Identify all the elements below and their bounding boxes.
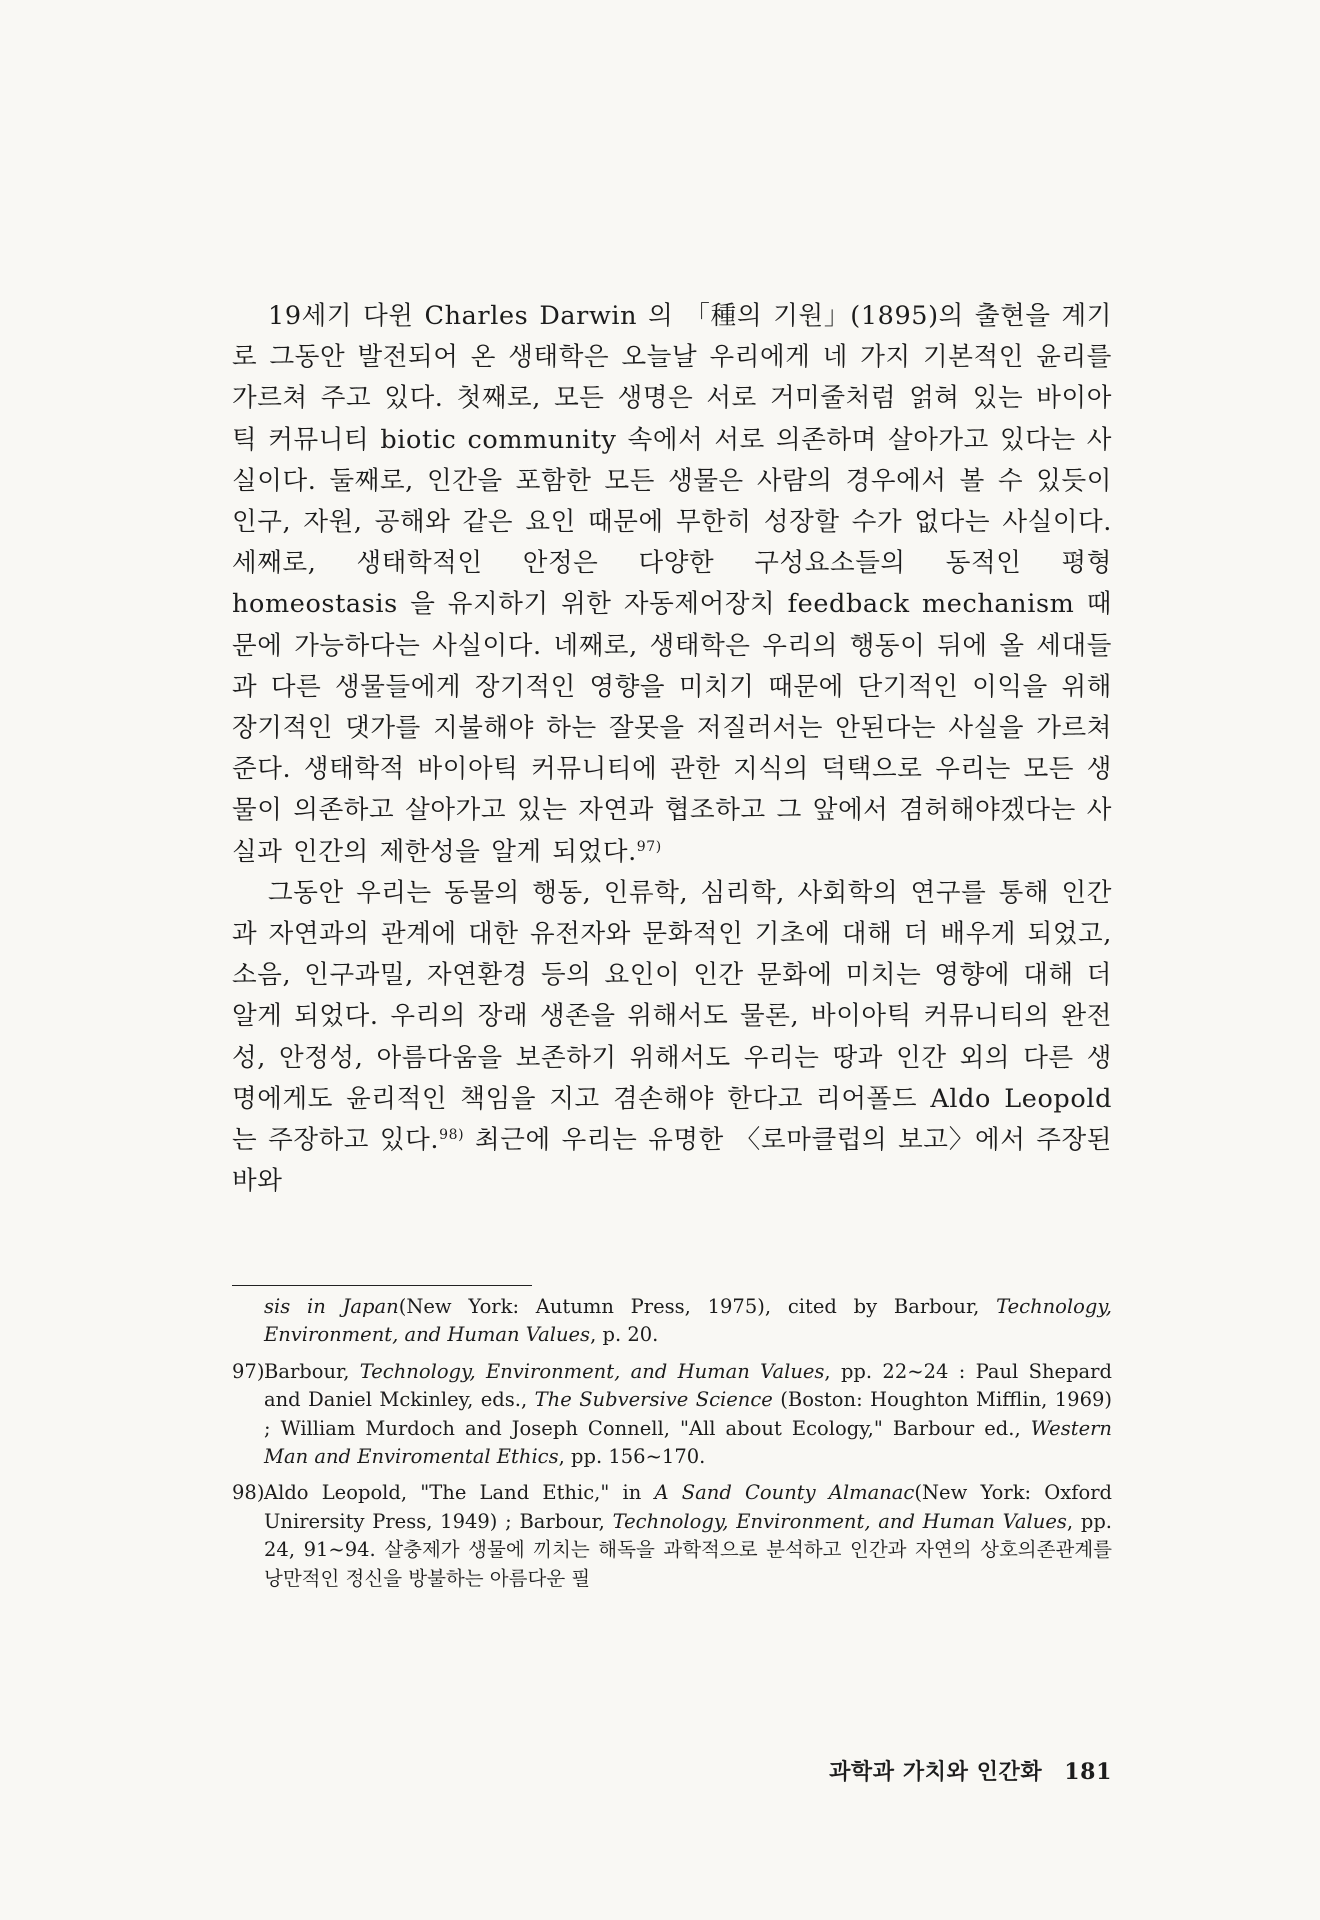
footnote-98-text-b: (New York: Oxford Unirersity Press, 1949) ; Barbour, [264,1481,1113,1533]
footnote-continuation [232,1293,1112,1350]
footnote-97-text-d: , pp. 156~170. [558,1445,706,1469]
footnote-97-book-c: Western Man and Enviromental Ethics [264,1416,1112,1469]
running-footer [232,1755,1112,1786]
footnote-98-number: 98) [232,1481,265,1505]
main-text [232,296,1112,1202]
running-title: 과학과 가치와 인간화 [829,1759,1043,1785]
footnote-98-book-a: A Sand County Almanac [654,1481,915,1505]
footnote-97 [232,1358,1112,1472]
footnote-97-text-a: Barbour, [264,1359,360,1383]
page-number: 181 [1064,1759,1112,1785]
footnote-98-text-a: Aldo Leopold, "The Land Ethic," in [264,1481,655,1505]
footnote-97-book-b: The Subversive Science [534,1388,773,1412]
footnote-97-text-c: (Boston: Houghton Mifflin, 1969) ; William Murdoch and Joseph Connell, "All about Ecology," Barbour ed., [264,1388,1113,1440]
footnote-cont-text: (New York: Autumn Press, 1975), cited by Barbour, [398,1295,997,1318]
footnote-97-number: 97) [232,1359,265,1383]
footnote-97-text-b: , pp. 22~24 : Paul Shepard and Daniel Mckinley, eds., [264,1359,1112,1412]
footnote-98 [232,1479,1112,1593]
paragraph-2 [232,873,1112,1203]
footnote-98-book-b: Technology, Environment, and Human Values [612,1509,1067,1533]
paragraph-1 [232,296,1112,873]
footnotes [232,1293,1112,1601]
footnote-cont-book: Technology, Environment, and Human Values [264,1295,1113,1347]
footnote-cont-page: , p. 20. [590,1323,659,1347]
footnote-ref-98: 98) [439,1127,465,1144]
footnote-ref-97: 97) [636,838,662,855]
paragraph-1-text: 19세기 다윈 Charles Darwin 의 「種의 기원」(1895)의 출현을 계기로 그동안 발전되어 온 생태학은 오늘날 우리에게 네 가지 기본적인 윤리를 가르쳐 주고 있다. 첫째로, 모든 생명은 서로 거미줄처럼 얽혀 있는 바이아틱 커뮤니티 biotic community 속에서 서로 의존하며 살아가고 있다는 사실이다. 둘째로, 인간을 포함한 모든 생물은 사람의 경우에서 볼 수 있듯이 인구, 자원, 공해와 같은 요인 때문에 무한히 성장할 수가 없다는 사실이다. 세째로, 생태학적인 안정은 다양한 구성요소들의 동적인 평형 homeostasis 을 유지하기 위한 자동제어장치 feedback mechanism 때문에 가능하다는 사실이다. 네째로, 생태학은 우리의 행동이 뒤에 올 세대들과 다른 생물들에게 장기적인 영향을 미치기 때문에 단기적인 이익을 위해 장기적인 댓가를 지불해야 하는 잘못을 저질러서는 안된다는 사실을 가르쳐 준다. 생태학적 바이아틱 커뮤니티에 관한 지식의 덕택으로 우리는 모든 생물이 의존하고 살아가고 있는 자연과 협조하고 그 앞에서 겸허해야겠다는 사실과 인간의 제한성을 알게 되었다. [232,301,1112,867]
footnote-98-text-c: , pp. 24, 91~94. 살충제가 생물에 끼치는 해독을 과학적으로 분석하고 인간과 자연의 상호의존관계를 낭만적인 정신을 방불하는 아름다운 필 [264,1509,1113,1590]
paragraph-2-tail: 최근에 우리는 유명한 〈로마클럽의 보고〉에서 주장된 바와 [232,1125,1112,1197]
footnote-divider [232,1285,532,1286]
footnote-cont-title: sis in Japan [264,1295,399,1318]
paragraph-2-text: 그동안 우리는 동물의 행동, 인류학, 심리학, 사회학의 연구를 통해 인간과 자연과의 관계에 대한 유전자와 문화적인 기초에 대해 더 배우게 되었고, 소음, 인구과밀, 자연환경 등의 요인이 인간 문화에 미치는 영향에 대해 더 알게 되었다. 우리의 장래 생존을 위해서도 물론, 바이아틱 커뮤니티의 완전성, 안정성, 아름다움을 보존하기 위해서도 우리는 땅과 인간 외의 다른 생명에게도 윤리적인 책임을 지고 겸손해야 한다고 리어폴드 Aldo Leopold 는 주장하고 있다. [232,877,1112,1156]
footnote-97-book-a: Technology, Environment, and Human Values [359,1359,825,1383]
